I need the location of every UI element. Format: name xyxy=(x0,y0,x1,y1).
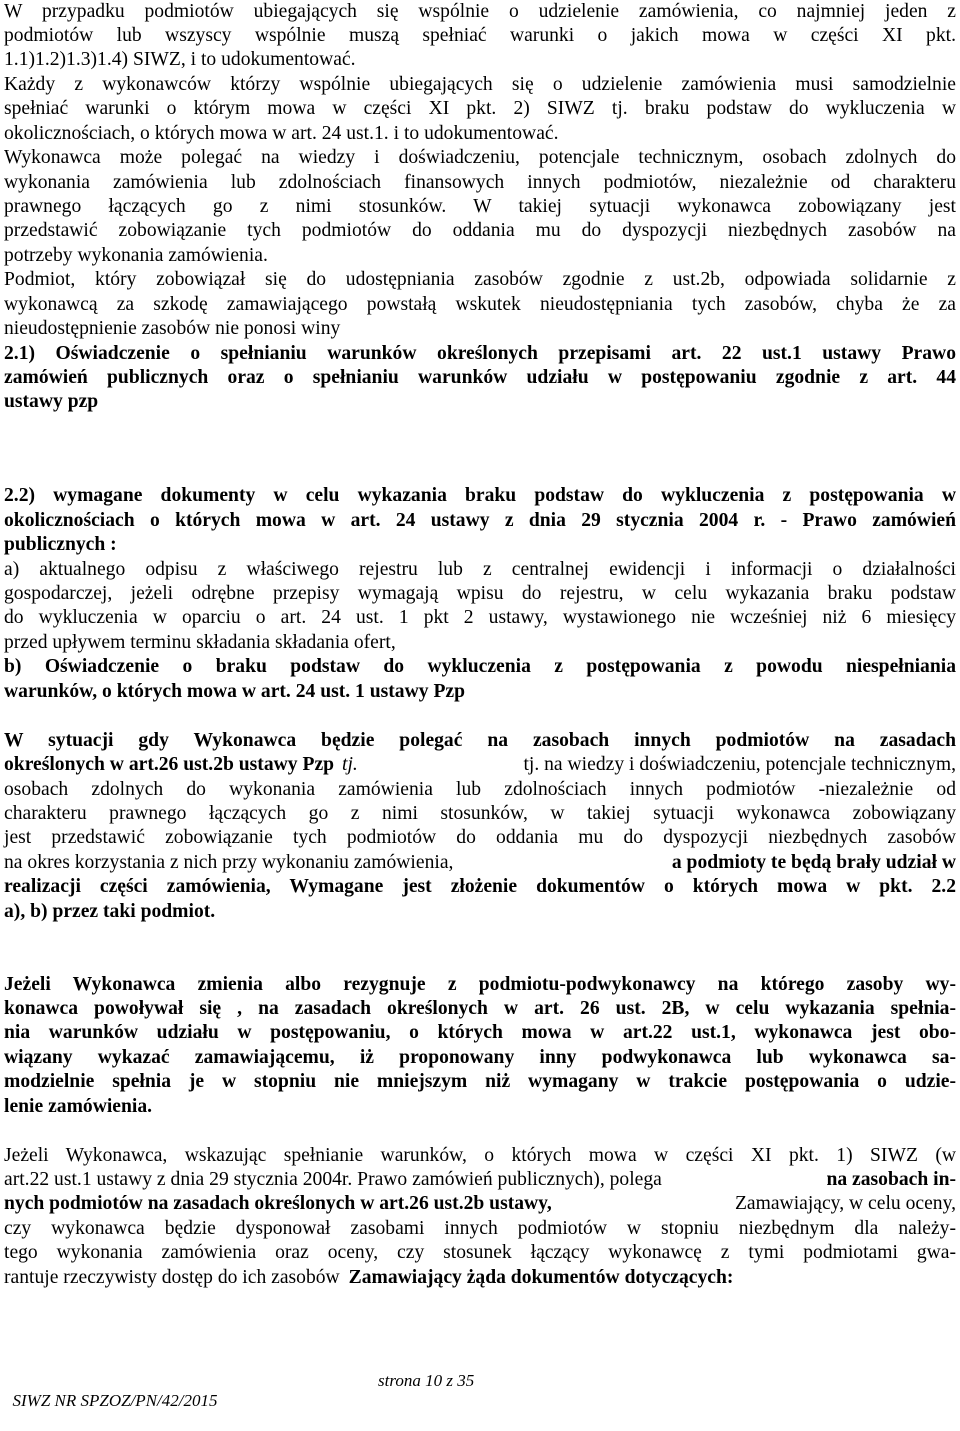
text-line: spełniać warunki o którym mowa w części XI pkt. 2) SIWZ tj. braku podstaw do wykluczenia w xyxy=(4,98,956,119)
section-heading-line: okolicznościach o których mowa w art. 24 ustawy z dnia 29 stycznia 2004 r. - Prawo zamówień xyxy=(4,510,956,531)
section-heading-line: 2.2) wymagane dokumenty w celu wykazania braku podstaw do wykluczenia z postępowania w xyxy=(4,485,956,506)
text-line: 1.1)1.2)1.3)1.4) SIWZ, i to udokumentować. xyxy=(4,49,356,70)
section-heading-line: modzielnie spełnia je w stopniu nie mniejszym niż wymagany w trakcie postępowania o udzie- xyxy=(4,1071,956,1092)
text-line: prawnego łączących go z nimi stosunków. W takiej sytuacji wykonawca zobowiązany jest xyxy=(4,196,956,217)
text-line: Jeżeli Wykonawca, wskazując spełnianie warunków, o których mowa w części XI pkt. 1) SIWZ (w xyxy=(4,1145,956,1166)
mixed-line xyxy=(4,753,956,777)
section-heading-line: 2.1) Oświadczenie o spełnianiu warunków określonych przepisami art. 22 ust.1 ustawy Prawo xyxy=(4,343,956,364)
text-line: Podmiot, który zobowiązał się do udostępniania zasobów zgodnie z ust.2b, odpowiada solidarnie z xyxy=(4,269,956,290)
section-heading-line: a), b) przez taki podmiot. xyxy=(4,901,216,922)
section-heading-line: wiązany wykazać zamawiającemu, iż proponowany inny podwykonawca lub wykonawca sa- xyxy=(4,1047,956,1068)
document-id: SIWZ NR SPZOZ/PN/42/2015 xyxy=(12,1391,218,1410)
bold-phrase: a podmioty te będą brały udział w xyxy=(671,852,956,873)
page-footer xyxy=(4,1371,475,1431)
bold-phrase: na zasobach in- xyxy=(826,1169,956,1190)
text-line: W przypadku podmiotów ubiegających się wspólnie o udzielenie zamówienia, co najmniej jeden z xyxy=(4,1,956,22)
section-heading-line: b) Oświadczenie o braku podstaw do wykluczenia z postępowania z powodu niespełniania xyxy=(4,656,956,677)
mixed-line xyxy=(4,1192,956,1216)
bold-phrase: określonych w art.26 ust.2b ustawy Pzp xyxy=(4,754,335,775)
text-line: przed upływem terminu składania składania ofert, xyxy=(4,632,396,653)
text-line: Każdy z wykonawców którzy wspólnie ubiegających się o udzielenie zamówienia musi samodzielnie xyxy=(4,74,956,95)
text-line: czy wykonawca będzie dysponował zasobami innych podmiotów w stopniu niezbędnym dla należy- xyxy=(4,1218,956,1239)
text-phrase: na okres korzystania z nich przy wykonaniu zamówienia, xyxy=(4,852,454,873)
text-line: do wykluczenia w oparciu o art. 24 ust. 1 pkt 2 ustawy, wystawionego nie wcześniej niż 6 miesięcy xyxy=(4,607,956,628)
text-line: wykonawcą za szkodę zamawiającego powstałą wskutek nieudostępniania tych zasobów, chyba że za xyxy=(4,294,956,315)
page-number: strona 10 z 35 xyxy=(378,1371,475,1390)
section-heading-line: lenie zamówienia. xyxy=(4,1096,153,1117)
text-line: charakteru prawnego łączących go z nimi stosunków, w takiej sytuacji wykonawca zobowiązany xyxy=(4,803,956,824)
section-heading-line: realizacji części zamówienia, Wymagane jest złożenie dokumentów o których mowa w pkt. 2.2 xyxy=(4,876,956,897)
text-line: gospodarczej, jeżeli odrębne przepisy wymagają wpisu do rejestru, w celu wykazania braku podstaw xyxy=(4,583,956,604)
text-line: przedstawić zobowiązanie tych podmiotów do oddania mu do dyspozycji niezbędnych zasobów na xyxy=(4,220,956,241)
text-line: tego wykonania zamówienia oraz oceny, czy stosunek łączący wykonawcę z tymi podmiotami gwa- xyxy=(4,1242,956,1263)
text-line: nieudostępnienie zasobów nie ponosi winy xyxy=(4,318,341,339)
section-heading-line: nia warunków udziału w postępowaniu, o których mowa w art.22 ust.1, wykonawca jest obo- xyxy=(4,1022,956,1043)
text-line: a) aktualnego odpisu z właściwego rejestru lub z centralnej ewidencji i informacji o działalności xyxy=(4,559,956,580)
bold-phrase: nych podmiotów na zasadach określonych w art.26 ust.2b ustawy, xyxy=(4,1193,552,1214)
mixed-line xyxy=(4,1266,956,1290)
text-phrase: rantuje rzeczywisty dostęp do ich zasobów xyxy=(4,1267,340,1288)
section-heading-line: W sytuacji gdy Wykonawca będzie polegać na zasobach innych podmiotów na zasadach xyxy=(4,730,956,751)
section-heading-line: Jeżeli Wykonawca zmienia albo rezygnuje z podmiotu-podwykonawcy na którego zasoby wy- xyxy=(4,974,956,995)
text-line: potrzeby wykonania zamówienia. xyxy=(4,245,268,266)
text-line: jest przedstawić zobowiązanie tych podmiotów do oddania mu do dyspozycji niezbędnych zasobów xyxy=(4,827,956,848)
mixed-line xyxy=(4,851,956,875)
section-heading-line: publicznych : xyxy=(4,534,117,555)
text-line: wykonania zamówienia lub zdolnościach finansowych innych podmiotów, niezależnie od charakteru xyxy=(4,172,956,193)
section-heading-line: konawca powoływał się , na zasadach określonych w art. 26 ust. 2B, w celu wykazania spełnia- xyxy=(4,998,956,1019)
text-line: osobach zdolnych do wykonania zamówienia lub zdolnościach innych podmiotów -niezależnie od xyxy=(4,779,956,800)
bold-phrase: Zamawiający żąda dokumentów dotyczących: xyxy=(348,1267,734,1288)
text-line: okolicznościach, o których mowa w art. 24 ust.1. i to udokumentować. xyxy=(4,123,559,144)
text-phrase: art.22 ust.1 ustawy z dnia 29 stycznia 2004r. Prawo zamówień publicznych), polega xyxy=(4,1169,662,1190)
text-line: Wykonawca może polegać na wiedzy i doświadczeniu, potencjale technicznym, osobach zdolnych do xyxy=(4,147,956,168)
text-phrase: tj. na wiedzy i doświadczeniu, potencjale technicznym, xyxy=(523,754,956,775)
mixed-line xyxy=(4,1168,956,1192)
italic-phrase: tj. xyxy=(342,754,358,775)
section-heading-line: ustawy pzp xyxy=(4,391,99,412)
text-line: podmiotów lub wszyscy wspólnie muszą spełniać warunki o jakich mowa w części XI pkt. xyxy=(4,25,956,46)
section-heading-line: zamówień publicznych oraz o spełnianiu warunków udziału w postępowaniu zgodnie z art. 44 xyxy=(4,367,956,388)
section-heading-line: warunków, o których mowa w art. 24 ust. 1 ustawy Pzp xyxy=(4,681,466,702)
text-phrase: Zamawiający, w celu oceny, xyxy=(734,1193,956,1214)
